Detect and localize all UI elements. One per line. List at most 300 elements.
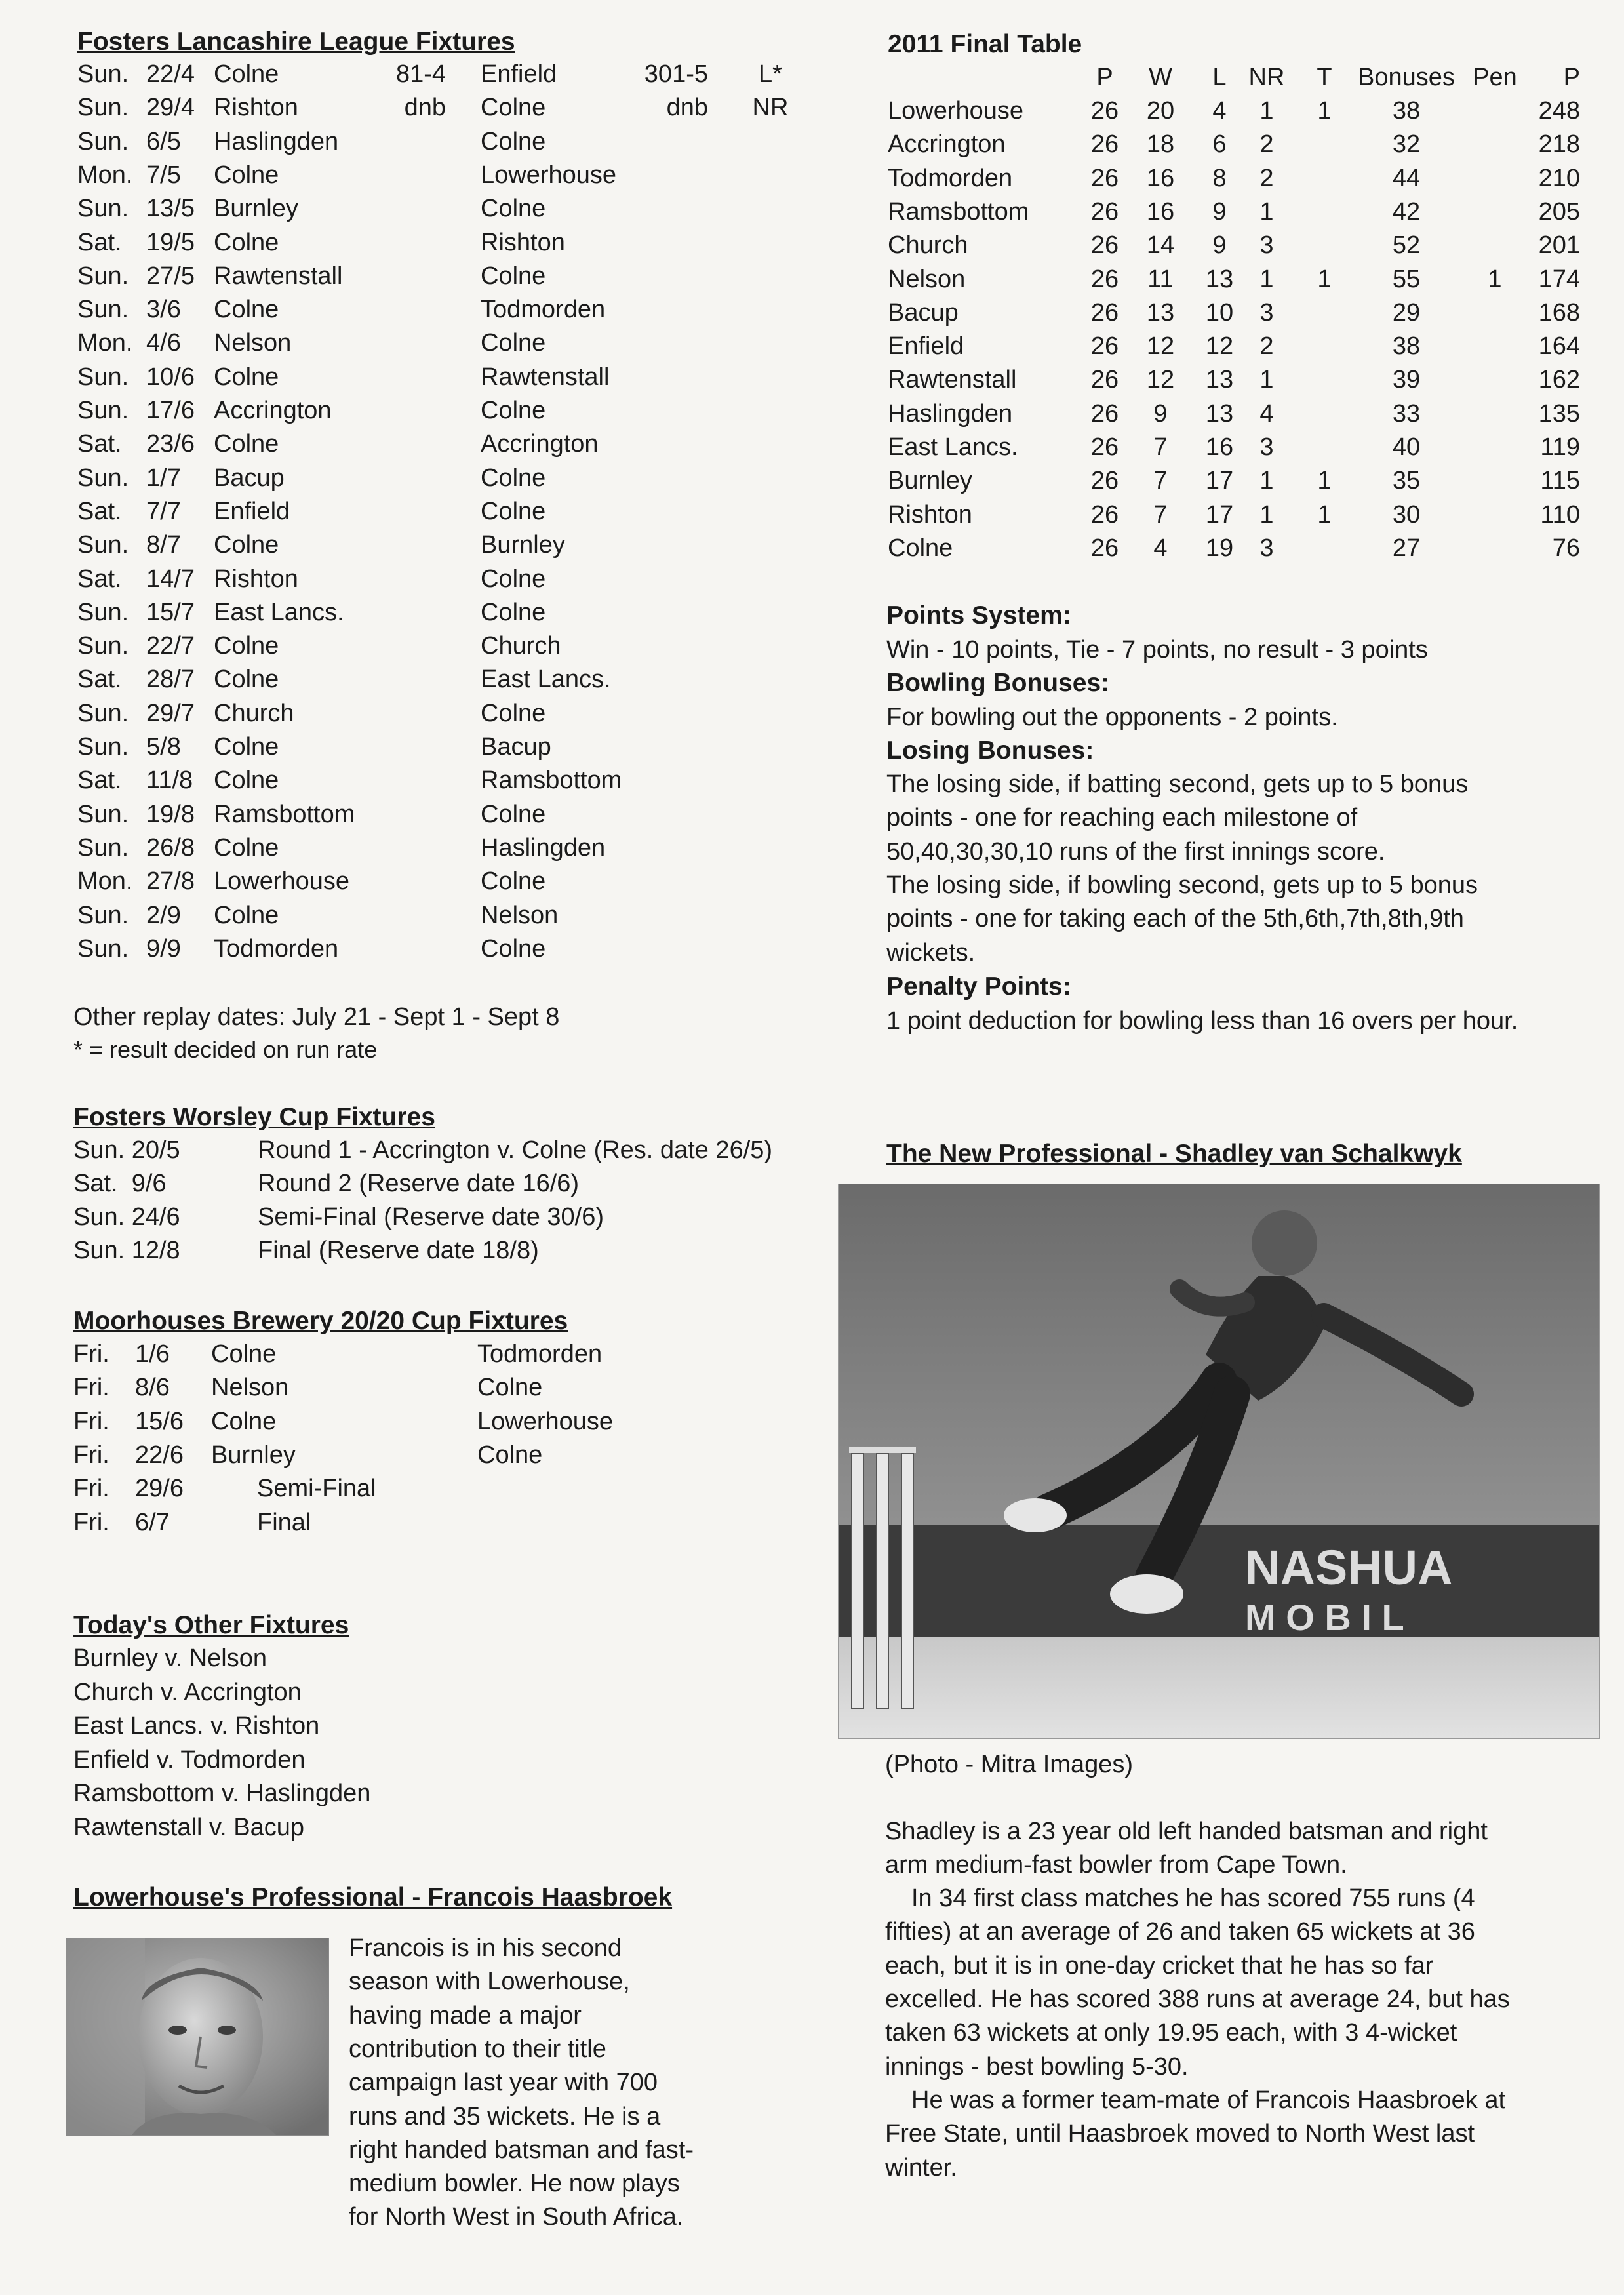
- table-cell-w: 12: [1146, 332, 1175, 361]
- table-cell-l: 17: [1205, 467, 1234, 495]
- table-cell-w: 14: [1146, 231, 1175, 260]
- new-pro-line: winter.: [885, 2153, 957, 2182]
- worsley-detail: Round 2 (Reserve date 16/6): [258, 1170, 580, 1197]
- table-cell-p: 26: [1090, 500, 1119, 529]
- moorhouses-day: Fri.: [73, 1407, 109, 1435]
- fixture-date: 22/4: [146, 60, 195, 88]
- fixture-date: 22/7: [146, 632, 195, 660]
- table-cell-pts: 135: [1538, 399, 1580, 428]
- table-col-header-bonuses: Bonuses: [1358, 64, 1455, 91]
- table-cell-bonuses: 35: [1392, 467, 1421, 495]
- table-cell-nr: 3: [1259, 298, 1274, 327]
- moorhouses-day: Fri.: [73, 1441, 109, 1469]
- losing-bonus-line: The losing side, if bowling second, gets up to 5 bonus: [886, 871, 1478, 899]
- moorhouses-home: Colne: [211, 1340, 277, 1368]
- fixture-day: Sat.: [77, 228, 122, 256]
- league-fixture-row: [0, 767, 813, 800]
- other-fixture-item: Enfield v. Todmorden: [73, 1746, 306, 1774]
- table-row: [0, 97, 1624, 130]
- league-fixture-row: [0, 632, 813, 666]
- fixture-away-team: Colne: [481, 868, 546, 896]
- table-cell-w: 16: [1146, 197, 1175, 226]
- fixture-home-team: Colne: [214, 767, 279, 795]
- league-fixture-row: [0, 902, 813, 935]
- worsley-date: Sat. 9/6: [73, 1170, 167, 1197]
- bio-line: campaign last year with 700: [349, 2069, 658, 2097]
- bio-line: medium bowler. He now plays: [349, 2170, 680, 2198]
- fixture-date: 4/6: [146, 329, 181, 357]
- fixture-home-team: East Lancs.: [214, 598, 344, 626]
- moorhouses-date: 8/6: [135, 1374, 170, 1402]
- moorhouses-day: Fri.: [73, 1508, 109, 1536]
- table-team: Church: [888, 231, 968, 260]
- fixture-date: 1/7: [146, 464, 181, 492]
- table-cell-pts: 210: [1538, 164, 1580, 192]
- table-cell-pts: 218: [1538, 130, 1580, 159]
- lowerhouse-pro-heading: Lowerhouse's Professional - Francois Haasbroek: [73, 1883, 673, 1911]
- fixture-away-score: 301-5: [644, 60, 708, 88]
- bio-line: right handed batsman and fast-: [349, 2136, 694, 2164]
- photo-caption: (Photo - Mitra Images): [885, 1751, 1133, 1778]
- table-cell-pts: 174: [1538, 265, 1580, 293]
- fixture-date: 23/6: [146, 430, 195, 458]
- moorhouses-date: 15/6: [135, 1407, 184, 1435]
- table-cell-pts: 115: [1540, 467, 1580, 495]
- fixture-home-team: Burnley: [214, 195, 298, 223]
- moorhouses-day: Fri.: [73, 1374, 109, 1402]
- fixture-date: 11/8: [146, 767, 193, 795]
- moorhouses-date: 22/6: [135, 1441, 184, 1469]
- other-fixture-item: Burnley v. Nelson: [73, 1645, 267, 1672]
- fixture-day: Mon.: [77, 161, 133, 189]
- table-cell-p: 26: [1090, 534, 1119, 562]
- fixture-day: Sun.: [77, 363, 129, 391]
- table-team: Accrington: [888, 130, 1006, 159]
- table-row: [0, 366, 1624, 399]
- table-cell-bonuses: 39: [1392, 366, 1421, 394]
- bio-line: Francois is in his second: [349, 1934, 622, 1962]
- table-cell-bonuses: 38: [1392, 97, 1421, 125]
- table-cell-nr: 2: [1259, 164, 1274, 192]
- fixture-date: 14/7: [146, 565, 195, 593]
- fixture-home-team: Colne: [214, 296, 279, 324]
- new-pro-line: innings - best bowling 5-30.: [885, 2052, 1189, 2081]
- moorhouses-fixture-row: [0, 1340, 813, 1374]
- table-cell-pts: 76: [1552, 534, 1580, 562]
- table-cell-l: 13: [1205, 366, 1234, 394]
- fixture-date: 19/8: [146, 800, 195, 828]
- table-col-header-t: T: [1317, 64, 1332, 91]
- table-team: Nelson: [888, 265, 966, 293]
- table-row: [0, 400, 1624, 433]
- new-pro-line: each, but it is in one-day cricket that he has so far: [885, 1951, 1434, 1980]
- francois-portrait: [66, 1938, 329, 2136]
- table-cell-p: 26: [1090, 97, 1119, 125]
- fixture-away-team: Colne: [481, 934, 546, 963]
- fixture-day: Sun.: [77, 598, 129, 626]
- table-cell-pts: 205: [1538, 197, 1580, 226]
- fixture-day: Sat.: [77, 430, 122, 458]
- table-cell-w: 20: [1146, 97, 1175, 125]
- table-row: [0, 467, 1624, 500]
- fixture-home-team: Colne: [214, 901, 279, 929]
- table-cell-bonuses: 38: [1392, 332, 1421, 361]
- league-fixture-row: [0, 666, 813, 699]
- table-col-header-p: P: [1096, 64, 1113, 91]
- worsley-fixture-row: [0, 1170, 813, 1203]
- fixture-away-team: Accrington: [481, 430, 599, 458]
- other-fixtures-heading: Today's Other Fixtures: [73, 1611, 349, 1639]
- losing-bonus-line: points - one for reaching each milestone of: [886, 804, 1358, 832]
- fixture-day: Sun.: [77, 94, 129, 122]
- table-cell-bonuses: 42: [1392, 197, 1421, 226]
- table-cell-p: 26: [1090, 366, 1119, 394]
- fixture-home-team: Haslingden: [214, 127, 339, 155]
- table-cell-p: 26: [1090, 467, 1119, 495]
- new-pro-line: In 34 first class matches he has scored 755 runs (4: [911, 1885, 1475, 1912]
- table-cell-nr: 1: [1259, 467, 1274, 495]
- table-cell-nr: 3: [1259, 231, 1274, 260]
- table-cell-l: 4: [1212, 97, 1227, 125]
- moorhouses-day: Fri.: [73, 1340, 109, 1368]
- league-fixture-row: [0, 599, 813, 632]
- fixture-date: 6/5: [146, 127, 181, 155]
- fixture-home-team: Rawtenstall: [214, 262, 343, 290]
- fixture-home-team: Ramsbottom: [214, 800, 355, 828]
- bowler-photo-image: [839, 1184, 1599, 1738]
- table-header-row: [0, 64, 1624, 97]
- table-team: Rishton: [888, 500, 972, 529]
- table-cell-t: 1: [1317, 467, 1332, 495]
- moorhouses-fixture-row: [0, 1475, 813, 1508]
- table-cell-l: 17: [1205, 500, 1234, 529]
- table-cell-w: 13: [1146, 298, 1175, 327]
- fixture-date: 5/8: [146, 733, 181, 761]
- fixture-day: Sun.: [77, 699, 129, 727]
- fixture-away-team: Nelson: [481, 901, 559, 929]
- table-cell-bonuses: 40: [1392, 433, 1421, 461]
- fixture-away-team: Colne: [481, 598, 546, 626]
- table-team: Enfield: [888, 332, 964, 361]
- fixture-home-team: Colne: [214, 531, 279, 559]
- table-cell-nr: 1: [1259, 197, 1274, 226]
- points-system-title: Points System:: [886, 601, 1071, 629]
- fixture-away-team: Colne: [481, 329, 546, 357]
- fixture-day: Sun.: [77, 195, 129, 223]
- table-cell-l: 8: [1212, 164, 1227, 192]
- fixture-date: 13/5: [146, 195, 195, 223]
- losing-bonus-line: 50,40,30,30,10 runs of the first innings score.: [886, 837, 1385, 866]
- fixture-away-team: Colne: [481, 565, 546, 593]
- fixture-home-score: dnb: [404, 94, 446, 122]
- bio-line: runs and 35 wickets. He is a: [349, 2102, 661, 2130]
- bowling-bonuses-title: Bowling Bonuses:: [886, 669, 1110, 697]
- fixture-date: 27/8: [146, 868, 195, 896]
- fixture-away-team: Colne: [481, 464, 546, 492]
- table-cell-nr: 1: [1259, 265, 1274, 293]
- table-cell-pen: 1: [1488, 265, 1502, 293]
- photo-sponsor-board: NASHUA: [1245, 1540, 1453, 1595]
- moorhouses-home: Colne: [211, 1407, 277, 1435]
- new-pro-line: Free State, until Haasbroek moved to North West last: [885, 2120, 1475, 2148]
- fixture-day: Sat.: [77, 565, 122, 593]
- table-cell-l: 13: [1205, 399, 1234, 428]
- table-team: Bacup: [888, 298, 959, 327]
- fixture-day: Sat.: [77, 666, 122, 694]
- other-fixture-item: Ramsbottom v. Haslingden: [73, 1780, 371, 1807]
- table-row: [0, 433, 1624, 467]
- moorhouses-date: 1/6: [135, 1340, 170, 1368]
- league-fixture-row: [0, 733, 813, 767]
- table-cell-w: 16: [1146, 164, 1175, 192]
- fixture-home-team: Nelson: [214, 329, 292, 357]
- other-fixture-item: Church v. Accrington: [73, 1678, 302, 1706]
- fixture-home-team: Colne: [214, 632, 279, 660]
- table-team: Haslingden: [888, 399, 1013, 428]
- bio-line: having made a major: [349, 2001, 582, 2029]
- fixture-date: 7/5: [146, 161, 181, 189]
- fixture-home-team: Colne: [214, 666, 279, 694]
- table-cell-l: 9: [1212, 197, 1227, 226]
- table-cell-l: 9: [1212, 231, 1227, 260]
- moorhouses-cup-heading: Moorhouses Brewery 20/20 Cup Fixtures: [73, 1307, 568, 1335]
- run-rate-footnote: * = result decided on run rate: [73, 1036, 378, 1063]
- fixture-date: 28/7: [146, 666, 195, 694]
- table-cell-pts: 168: [1538, 298, 1580, 327]
- table-cell-p: 26: [1090, 332, 1119, 361]
- other-fixture-item: East Lancs. v. Rishton: [73, 1712, 320, 1740]
- fixture-away-team: Enfield: [481, 60, 557, 88]
- table-row: [0, 299, 1624, 332]
- fixture-away-team: Colne: [481, 127, 546, 155]
- fixture-day: Sun.: [77, 262, 129, 290]
- fixture-away-team: Colne: [481, 497, 546, 525]
- fixture-day: Sun.: [77, 800, 129, 828]
- penalty-points-title: Penalty Points:: [886, 972, 1071, 1001]
- moorhouses-date: 29/6: [135, 1475, 184, 1503]
- table-cell-nr: 4: [1259, 399, 1274, 428]
- table-col-header-l: L: [1212, 64, 1227, 91]
- table-cell-l: 13: [1205, 265, 1234, 293]
- fixture-away-team: Ramsbottom: [481, 767, 622, 795]
- fixture-home-team: Colne: [214, 363, 279, 391]
- table-cell-bonuses: 30: [1392, 500, 1421, 529]
- table-cell-bonuses: 55: [1392, 265, 1421, 293]
- moorhouses-fixture-row: [0, 1408, 813, 1441]
- bowling-bonuses-text: For bowling out the opponents - 2 points.: [886, 704, 1338, 731]
- table-row: [0, 127, 1624, 164]
- fixture-away-team: Burnley: [481, 531, 565, 559]
- photo-sponsor-board-2: M O B I L: [1245, 1597, 1404, 1638]
- table-cell-w: 7: [1153, 500, 1168, 529]
- moorhouses-home: Burnley: [211, 1441, 296, 1469]
- table-row: [0, 332, 1624, 366]
- table-cell-nr: 2: [1259, 332, 1274, 361]
- portrait-image: [66, 1938, 328, 2135]
- final-table-heading: 2011 Final Table: [888, 30, 1082, 58]
- fixture-away-team: Haslingden: [481, 833, 606, 862]
- bowler-photo: [838, 1184, 1600, 1739]
- fixture-date: 27/5: [146, 262, 195, 290]
- league-fixture-row: [0, 935, 813, 968]
- fixture-day: Sun.: [77, 127, 129, 155]
- fixture-date: 7/7: [146, 497, 181, 525]
- moorhouses-away: Lowerhouse: [477, 1407, 614, 1435]
- table-row: [0, 165, 1624, 198]
- moorhouses-date: 6/7: [135, 1508, 170, 1536]
- fixture-away-team: Lowerhouse: [481, 161, 617, 189]
- fixture-day: Sun.: [77, 833, 129, 862]
- table-cell-p: 26: [1090, 130, 1119, 159]
- fixture-home-team: Lowerhouse: [214, 868, 350, 896]
- table-cell-p: 26: [1090, 399, 1119, 428]
- fixture-date: 8/7: [146, 531, 181, 559]
- new-pro-line: fifties) at an average of 26 and taken 65 wickets at 36: [885, 1918, 1475, 1946]
- fixture-home-team: Accrington: [214, 397, 332, 424]
- new-pro-line: taken 63 wickets at only 19.95 each, with 3 4-wicket: [885, 2019, 1457, 2047]
- replay-dates-note: Other replay dates: July 21 - Sept 1 - Sept 8: [73, 1003, 560, 1031]
- table-cell-w: 4: [1153, 534, 1168, 562]
- table-cell-p: 26: [1090, 231, 1119, 260]
- fixture-away-team: East Lancs.: [481, 666, 611, 694]
- fixture-away-team: Church: [481, 632, 561, 660]
- fixture-home-team: Rishton: [214, 565, 298, 593]
- moorhouses-away: Todmorden: [477, 1340, 603, 1368]
- table-cell-t: 1: [1317, 500, 1332, 529]
- fixture-date: 10/6: [146, 363, 195, 391]
- table-cell-pts: 162: [1538, 366, 1580, 394]
- table-team: Lowerhouse: [888, 97, 1024, 125]
- worsley-fixture-row: [0, 1237, 813, 1270]
- fixture-day: Sat.: [77, 497, 122, 525]
- fixture-date: 29/4: [146, 94, 195, 122]
- bio-line: contribution to their title: [349, 2035, 606, 2063]
- table-row: [0, 266, 1624, 299]
- table-team: East Lancs.: [888, 433, 1018, 461]
- fixture-date: 9/9: [146, 934, 181, 963]
- table-row: [0, 501, 1624, 534]
- table-cell-bonuses: 32: [1392, 130, 1421, 159]
- fixture-away-team: Rishton: [481, 228, 565, 256]
- new-pro-line: Shadley is a 23 year old left handed batsman and right: [885, 1818, 1488, 1845]
- table-cell-bonuses: 33: [1392, 399, 1421, 428]
- fixture-day: Sat.: [77, 767, 122, 795]
- bio-line: season with Lowerhouse,: [349, 1968, 630, 1996]
- table-row: [0, 228, 1624, 265]
- table-cell-l: 16: [1205, 433, 1234, 461]
- moorhouses-away: Colne: [477, 1441, 543, 1469]
- worsley-detail: Final (Reserve date 18/8): [258, 1237, 539, 1264]
- table-cell-p: 26: [1090, 298, 1119, 327]
- fixture-date: 2/9: [146, 901, 181, 929]
- moorhouses-home: Nelson: [211, 1374, 289, 1402]
- fixture-away-team: Rawtenstall: [481, 363, 610, 391]
- table-cell-pts: 119: [1540, 433, 1580, 461]
- table-cell-pts: 164: [1538, 332, 1580, 361]
- table-cell-t: 1: [1317, 265, 1332, 293]
- fixture-result: NR: [752, 94, 789, 122]
- fixture-away-team: Colne: [481, 195, 546, 223]
- fixture-home-team: Rishton: [214, 94, 298, 122]
- table-cell-w: 11: [1147, 265, 1174, 293]
- fixture-date: 15/7: [146, 598, 195, 626]
- table-cell-t: 1: [1317, 97, 1332, 125]
- table-cell-pts: 110: [1540, 500, 1580, 529]
- fixture-day: Sun.: [77, 632, 129, 660]
- worsley-detail: Round 1 - Accrington v. Colne (Res. date 26/5): [258, 1136, 773, 1164]
- moorhouses-fixture-row: [0, 1509, 813, 1542]
- fixture-home-score: 81-4: [395, 60, 446, 88]
- fixture-result: L*: [759, 60, 782, 88]
- table-col-header-pts: P: [1563, 64, 1580, 91]
- table-cell-bonuses: 29: [1392, 298, 1421, 327]
- worsley-date: Sun. 12/8: [73, 1237, 180, 1264]
- table-team: Rawtenstall: [888, 366, 1017, 394]
- table-cell-p: 26: [1090, 433, 1119, 461]
- table-cell-nr: 3: [1259, 433, 1274, 461]
- moorhouses-fixture-row: [0, 1441, 813, 1475]
- fixture-home-team: Colne: [214, 430, 279, 458]
- league-fixture-row: [0, 801, 813, 834]
- fixture-date: 17/6: [146, 397, 195, 424]
- fixture-day: Sun.: [77, 531, 129, 559]
- table-team: Ramsbottom: [888, 197, 1029, 226]
- fixture-day: Mon.: [77, 868, 133, 896]
- fixture-day: Sun.: [77, 60, 129, 88]
- table-cell-nr: 1: [1259, 366, 1274, 394]
- fixture-day: Sun.: [77, 901, 129, 929]
- table-cell-pts: 248: [1538, 97, 1580, 125]
- table-cell-p: 26: [1090, 197, 1119, 226]
- table-cell-l: 10: [1205, 298, 1234, 327]
- table-cell-p: 26: [1090, 265, 1119, 293]
- fixture-day: Sun.: [77, 464, 129, 492]
- table-cell-nr: 1: [1259, 97, 1274, 125]
- moorhouses-fixture-row: [0, 1374, 813, 1407]
- table-cell-bonuses: 27: [1392, 534, 1421, 562]
- worsley-fixture-row: [0, 1136, 813, 1170]
- fixture-home-team: Colne: [214, 833, 279, 862]
- fixture-home-team: Colne: [214, 733, 279, 761]
- fixture-date: 29/7: [146, 699, 195, 727]
- new-pro-heading: The New Professional - Shadley van Schalkwyk: [886, 1140, 1462, 1168]
- table-team: Todmorden: [888, 164, 1013, 192]
- fixture-home-team: Colne: [214, 228, 279, 256]
- fixture-home-team: Church: [214, 699, 294, 727]
- table-cell-bonuses: 52: [1392, 231, 1421, 260]
- table-cell-w: 18: [1146, 130, 1175, 159]
- fixture-away-team: Colne: [481, 397, 546, 424]
- other-fixture-item: Rawtenstall v. Bacup: [73, 1813, 305, 1841]
- league-fixtures-heading: Fosters Lancashire League Fixtures: [77, 28, 515, 56]
- fixture-day: Sun.: [77, 397, 129, 424]
- table-cell-w: 12: [1146, 366, 1175, 394]
- worsley-detail: Semi-Final (Reserve date 30/6): [258, 1203, 604, 1231]
- table-cell-nr: 3: [1259, 534, 1274, 562]
- table-cell-bonuses: 44: [1392, 164, 1421, 192]
- fixture-date: 3/6: [146, 296, 181, 324]
- bio-line: for North West in South Africa.: [349, 2203, 684, 2231]
- table-cell-p: 26: [1090, 164, 1119, 192]
- fixture-away-team: Todmorden: [481, 296, 606, 324]
- table-team: Burnley: [888, 467, 972, 495]
- fixture-home-team: Enfield: [214, 497, 290, 525]
- table-cell-w: 9: [1153, 399, 1168, 428]
- fixture-home-team: Todmorden: [214, 934, 339, 963]
- fixture-day: Sun.: [77, 296, 129, 324]
- worsley-fixture-row: [0, 1203, 813, 1237]
- table-col-header-nr: NR: [1248, 64, 1285, 91]
